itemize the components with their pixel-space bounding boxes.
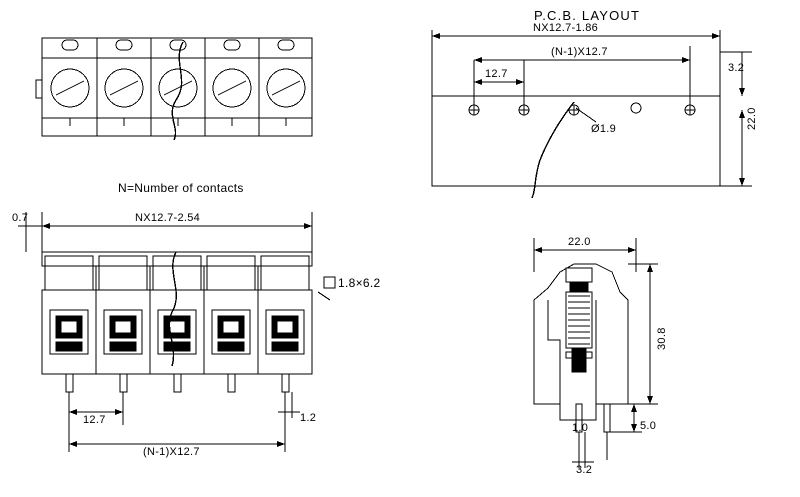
dim-side-pin-thickness: 1.0 (572, 422, 589, 434)
pcb-layout-title: P.C.B. LAYOUT (534, 8, 641, 23)
dim-front-pitch: 12.7 (83, 414, 106, 426)
dim-front-span: (N-1)X12.7 (143, 446, 200, 458)
front-view-terminal-block (18, 212, 335, 452)
dim-pcb-inner: (N-1)X12.7 (551, 46, 608, 58)
dim-wire-opening-size: 1.8×6.2 (338, 276, 381, 290)
dim-side-width: 22.0 (568, 236, 591, 248)
dim-front-pin-width: 1.2 (300, 412, 317, 424)
dim-side-pin-length: 5.0 (640, 420, 657, 432)
dim-front-overall-width: NX12.7-2.54 (135, 212, 201, 224)
dim-pcb-overall: NX12.7-1.86 (533, 22, 599, 34)
side-section-view (534, 238, 658, 468)
dim-side-pin-spacing: 3.2 (576, 464, 593, 476)
dim-pcb-edge: 3.2 (728, 62, 745, 74)
dim-side-height: 30.8 (656, 327, 668, 350)
dim-front-left-offset: 0.7 (12, 212, 29, 224)
dim-hole-diameter: Ø1.9 (591, 123, 617, 135)
dim-pcb-pitch: 12.7 (485, 68, 508, 80)
dim-pcb-height: 22.0 (746, 107, 758, 130)
note-number-of-contacts: N=Number of contacts (118, 181, 244, 195)
